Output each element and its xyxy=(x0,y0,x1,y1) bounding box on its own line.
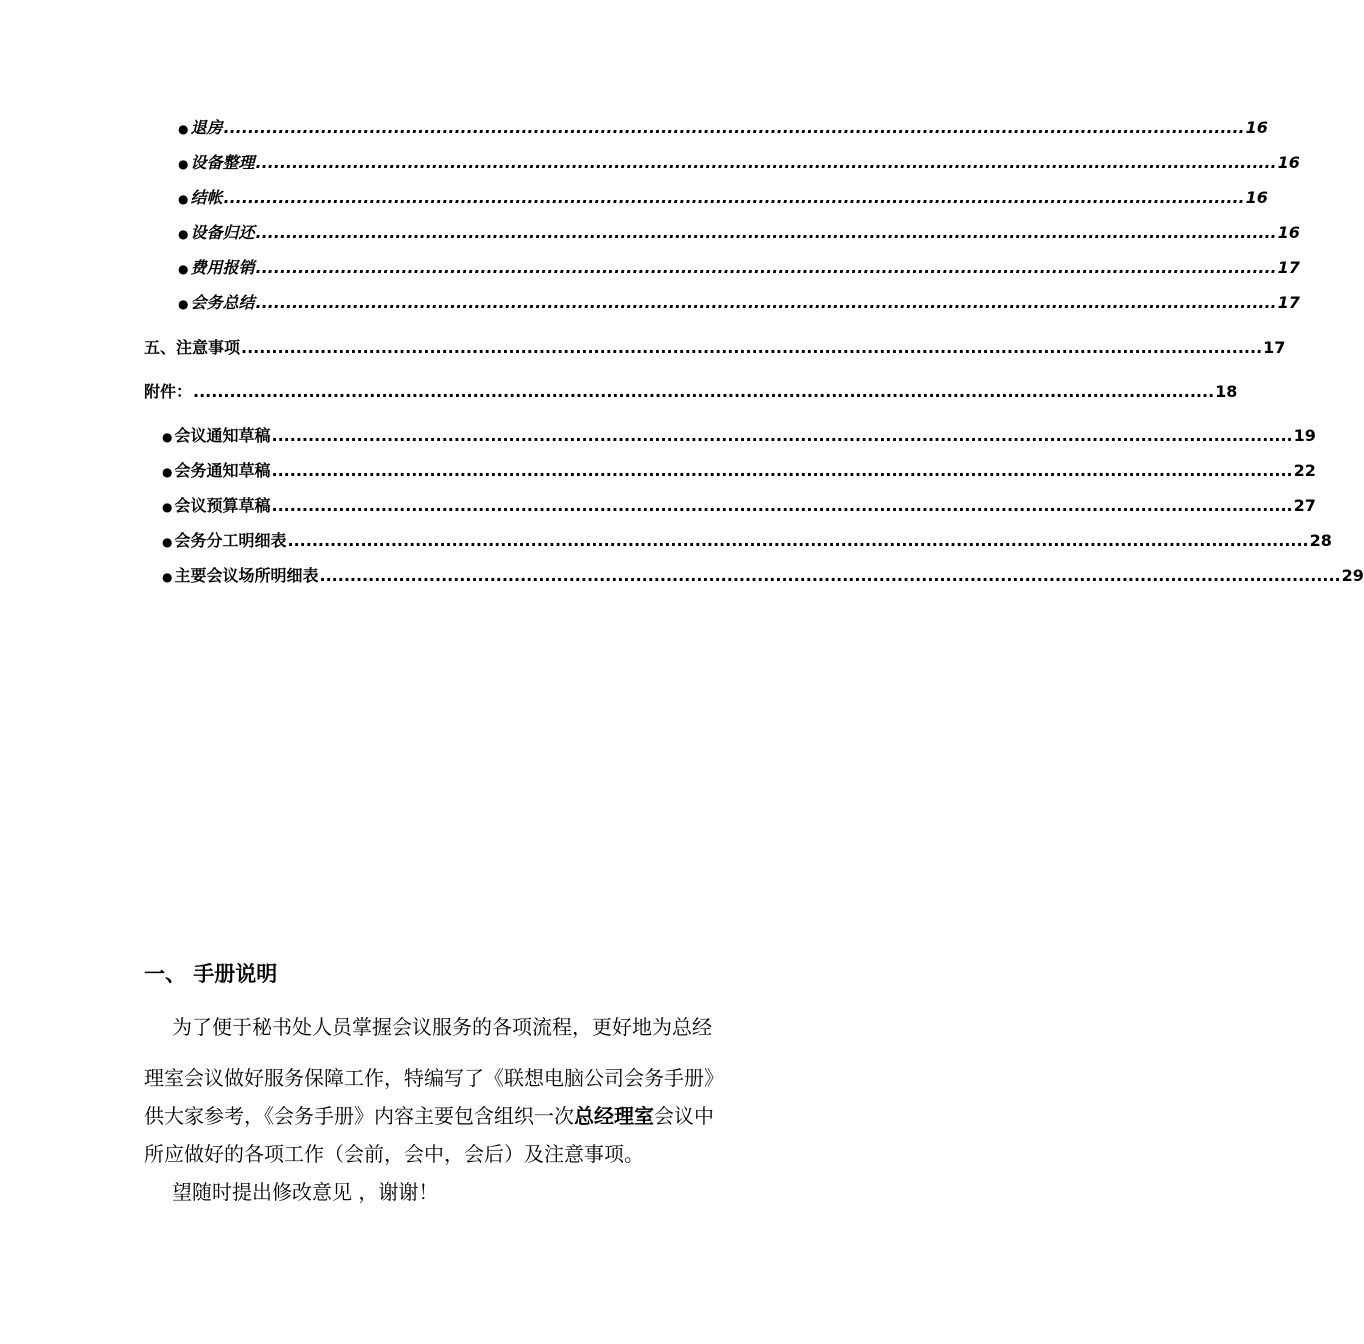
toc-leader: ........................................................................................................................................................................ xyxy=(271,461,1293,480)
toc-page-number: 28 xyxy=(1309,531,1332,550)
toc-leader: ........................................................................................................................................................................ xyxy=(287,531,1309,550)
toc-entry[interactable] xyxy=(162,565,1364,587)
toc-entry[interactable] xyxy=(144,337,1286,359)
toc-page-number: 27 xyxy=(1293,496,1316,515)
toc-leader: ........................................................................................................................................................................ xyxy=(255,153,1277,172)
toc-leader: ........................................................................................................................................................................ xyxy=(241,338,1263,357)
bullet-icon: ● xyxy=(178,157,189,171)
bullet-icon: ● xyxy=(178,122,189,136)
toc-entry-label: 设备归还 xyxy=(190,223,255,242)
bullet-icon: ● xyxy=(162,570,173,584)
toc-leader: ........................................................................................................................................................................ xyxy=(271,496,1293,515)
toc-entry-label: 会务总结 xyxy=(190,293,255,312)
text-line: 为了便于秘书处人员掌握会议服务的各项流程，更好地为总经 xyxy=(172,1015,712,1039)
section-heading: 一、 手册说明 xyxy=(144,962,278,986)
text-line: 所应做好的各项工作（会前，会中，会后）及注意事项。 xyxy=(144,1142,644,1166)
toc-entry-label: 设备整理 xyxy=(190,153,255,172)
toc-page-number: 16 xyxy=(1245,118,1268,137)
bullet-icon: ● xyxy=(178,262,189,276)
toc-entry[interactable] xyxy=(178,117,1268,139)
toc-entry-label: 会议通知草稿 xyxy=(174,426,271,445)
closing-line: 望随时提出修改意见 ，谢谢！ xyxy=(172,1180,439,1204)
toc-entry[interactable] xyxy=(162,495,1316,517)
toc-entry[interactable] xyxy=(144,381,1238,403)
toc-page-number: 29 xyxy=(1341,566,1364,585)
toc-entry-label: 结帐 xyxy=(190,188,223,207)
bullet-icon: ● xyxy=(162,430,173,444)
bold-text: 总经理室 xyxy=(574,1104,654,1128)
toc-entry-label: 会务分工明细表 xyxy=(174,531,287,550)
intro-paragraph-cont xyxy=(144,1059,814,1211)
toc-entry-label: 退房 xyxy=(190,118,223,137)
toc-entry-label: 五、注意事项 xyxy=(144,338,241,357)
toc-leader: ........................................................................................................................................................................ xyxy=(271,426,1293,445)
toc-leader: ........................................................................................................................................................................ xyxy=(319,566,1341,585)
toc-page-number: 17 xyxy=(1277,293,1300,312)
bullet-icon: ● xyxy=(162,535,173,549)
toc-leader: ........................................................................................................................................................................ xyxy=(255,293,1277,312)
toc-entry[interactable] xyxy=(178,152,1300,174)
toc-entry-label: 主要会议场所明细表 xyxy=(174,566,319,585)
toc-page-number: 16 xyxy=(1277,223,1300,242)
toc-entry-label: 会议预算草稿 xyxy=(174,496,271,515)
toc-page-number: 16 xyxy=(1245,188,1268,207)
toc-leader: ........................................................................................................................................................................ xyxy=(193,382,1215,401)
toc-entry-label: 附件： xyxy=(144,382,193,401)
bullet-icon: ● xyxy=(162,500,173,514)
toc-page-number: 19 xyxy=(1293,426,1316,445)
toc-leader: ........................................................................................................................................................................ xyxy=(223,188,1245,207)
bullet-icon: ● xyxy=(162,465,173,479)
toc-page-number: 16 xyxy=(1277,153,1300,172)
toc-entry[interactable] xyxy=(178,292,1300,314)
toc-entry-label: 会务通知草稿 xyxy=(174,461,271,480)
toc-entry[interactable] xyxy=(178,257,1300,279)
text-line xyxy=(144,1097,814,1135)
toc-page-number: 17 xyxy=(1277,258,1300,277)
bullet-icon: ● xyxy=(178,297,189,311)
text-line: 理室会议做好服务保障工作，特编写了《联想电脑公司会务手册》 xyxy=(144,1066,724,1090)
toc-entry[interactable] xyxy=(162,460,1316,482)
toc-leader: ........................................................................................................................................................................ xyxy=(255,223,1277,242)
toc-entry[interactable] xyxy=(162,530,1332,552)
text-segment: 会议中 xyxy=(654,1104,714,1128)
toc-page-number: 22 xyxy=(1293,461,1316,480)
toc-entry-label: 费用报销 xyxy=(190,258,255,277)
toc-entry[interactable] xyxy=(178,187,1268,209)
bullet-icon: ● xyxy=(178,192,189,206)
toc-leader: ........................................................................................................................................................................ xyxy=(255,258,1277,277)
text-segment: 供大家参考，《会务手册》内容主要包含组织一次 xyxy=(144,1104,574,1128)
toc-leader: ........................................................................................................................................................................ xyxy=(223,118,1245,137)
intro-paragraph xyxy=(144,1008,814,1046)
toc-page-number: 17 xyxy=(1263,338,1286,357)
bullet-icon: ● xyxy=(178,227,189,241)
toc-entry[interactable] xyxy=(162,425,1316,447)
toc-entry[interactable] xyxy=(178,222,1300,244)
toc-page-number: 18 xyxy=(1215,382,1238,401)
